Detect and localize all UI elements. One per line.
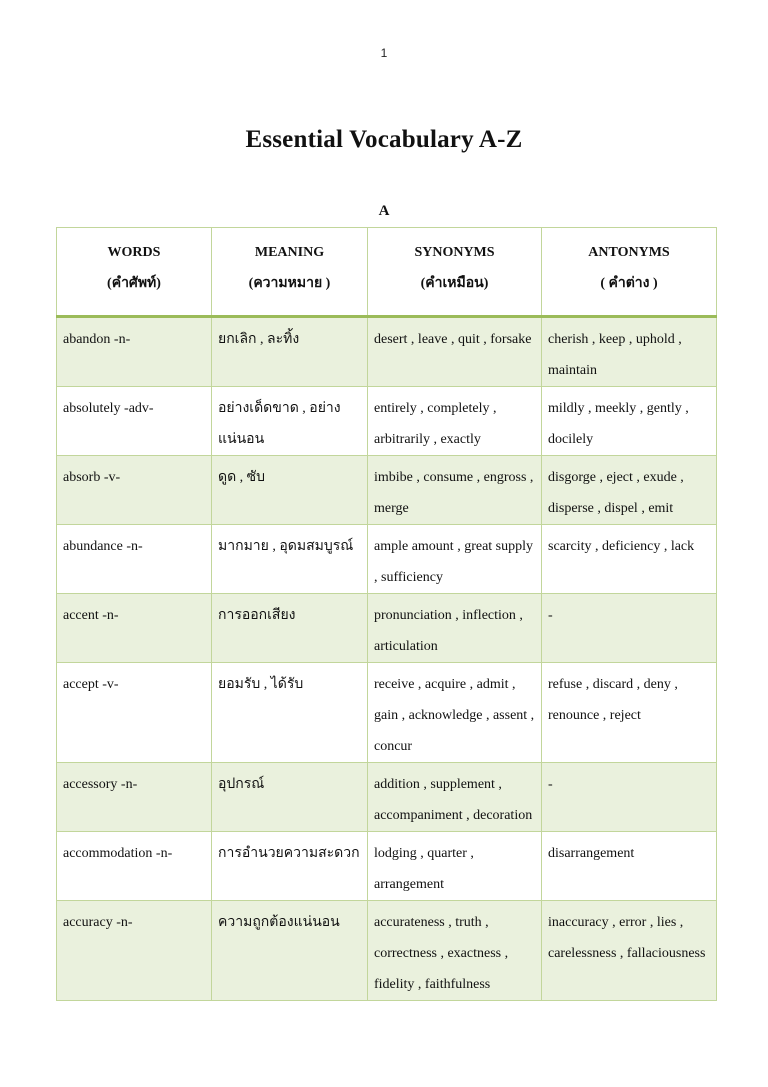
meaning-cell: ดูด , ซับ [212,456,368,525]
table-row [57,763,717,832]
section-letter: A [378,203,390,219]
vocabulary-table [56,227,717,1001]
word-cell: absorb -v- [57,456,212,525]
header-label-th: (ความหมาย ) [248,276,331,291]
meaning-cell: อย่างเด็ดขาด , อย่างแน่นอน [212,387,368,456]
table-row [57,525,717,594]
page-number: 1 [380,46,388,60]
word-cell: absolutely -adv- [57,387,212,456]
synonyms-cell: imbibe , consume , engross , merge [368,456,542,525]
antonyms-cell: cherish , keep , uphold , maintain [542,317,717,387]
table-row [57,901,717,1001]
header-label-th: (คำเหมือน) [420,276,489,291]
table-row [57,456,717,525]
meaning-cell: มากมาย , อุดมสมบูรณ์ [212,525,368,594]
meaning-cell: อุปกรณ์ [212,763,368,832]
antonyms-cell: mildly , meekly , gently , docilely [542,387,717,456]
word-cell: abandon -n- [57,317,212,387]
word-cell: accept -v- [57,663,212,763]
synonyms-cell: entirely , completely , arbitrarily , exactly [368,387,542,456]
meaning-cell: การออกเสียง [212,594,368,663]
header-label-en: WORDS [107,245,161,260]
table-row [57,387,717,456]
page-title: Essential Vocabulary A-Z [245,126,523,153]
header-label-th: (คำศัพท์) [107,276,161,291]
synonyms-cell: addition , supplement , accompaniment , decoration [368,763,542,832]
antonyms-cell: disarrangement [542,832,717,901]
antonyms-cell: scarcity , deficiency , lack [542,525,717,594]
word-cell: accent -n- [57,594,212,663]
synonyms-cell: desert , leave , quit , forsake [368,317,542,387]
synonyms-cell: receive , acquire , admit , gain , acknowledge , assent , concur [368,663,542,763]
header-antonyms [542,228,717,317]
antonyms-cell: refuse , discard , deny , renounce , reject [542,663,717,763]
table-row [57,317,717,387]
synonyms-cell: accurateness , truth , correctness , exactness , fidelity , faithfulness [368,901,542,1001]
antonyms-cell: - [542,594,717,663]
header-label-en: SYNONYMS [414,245,495,260]
synonyms-cell: lodging , quarter , arrangement [368,832,542,901]
header-label-en: MEANING [254,245,325,260]
header-label-th: ( คำต่าง ) [600,276,658,291]
word-cell: accessory -n- [57,763,212,832]
header-meaning [212,228,368,317]
meaning-cell: การอำนวยความสะดวก [212,832,368,901]
antonyms-cell: disgorge , eject , exude , disperse , dispel , emit [542,456,717,525]
header-label-en: ANTONYMS [588,245,670,260]
word-cell: abundance -n- [57,525,212,594]
word-cell: accommodation -n- [57,832,212,901]
table-row [57,663,717,763]
header-words [57,228,212,317]
table-row [57,832,717,901]
header-synonyms [368,228,542,317]
synonyms-cell: ample amount , great supply , sufficiency [368,525,542,594]
meaning-cell: ยอมรับ , ได้รับ [212,663,368,763]
table-header-row [57,228,717,317]
synonyms-cell: pronunciation , inflection , articulation [368,594,542,663]
meaning-cell: ความถูกต้องแน่นอน [212,901,368,1001]
antonyms-cell: - [542,763,717,832]
table-row [57,594,717,663]
antonyms-cell: inaccuracy , error , lies , carelessness , fallaciousness [542,901,717,1001]
meaning-cell: ยกเลิก , ละทิ้ง [212,317,368,387]
word-cell: accuracy -n- [57,901,212,1001]
